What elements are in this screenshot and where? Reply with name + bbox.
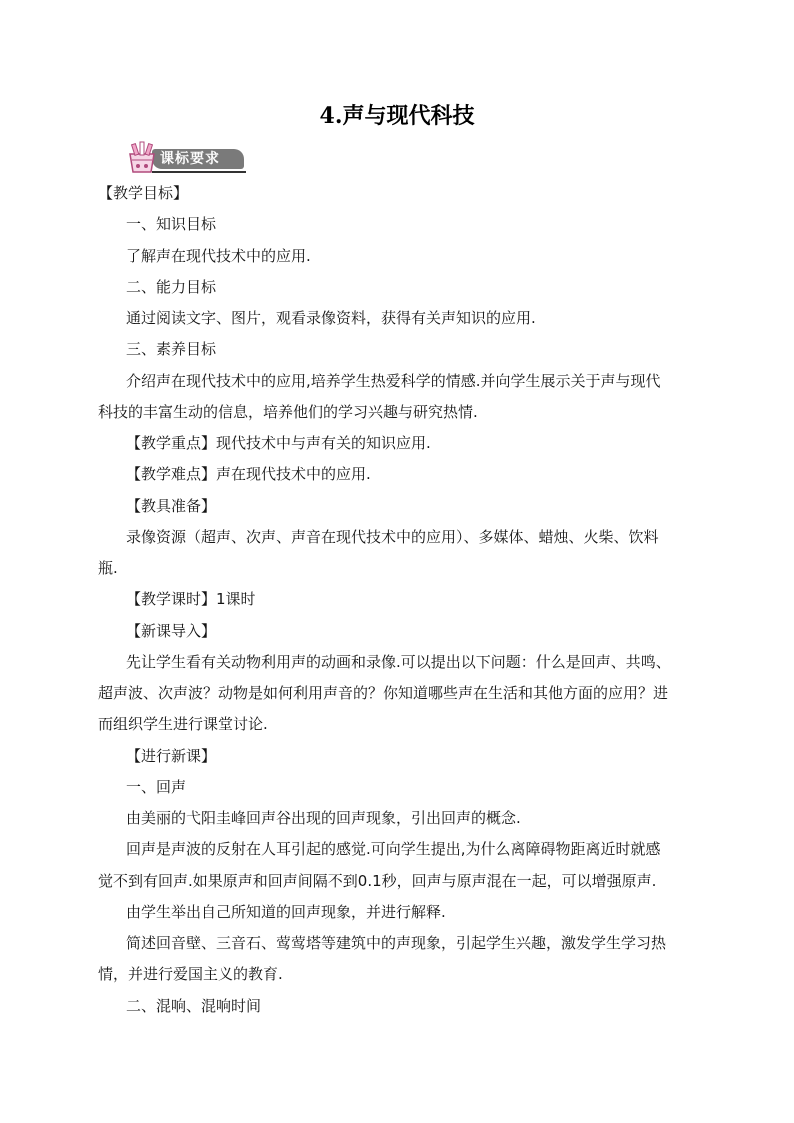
paragraph-line: 通过阅读文字、图片，观看录像资料，获得有关声知识的应用. <box>126 309 536 327</box>
badge-underline <box>152 171 246 173</box>
paragraph-line: 了解声在现代技术中的应用. <box>126 247 311 265</box>
curriculum-badge <box>124 140 246 174</box>
paragraph-line: 介绍声在现代技术中的应用,培养学生热爱科学的情感.并向学生展示关于声与现代 <box>126 372 661 390</box>
section-heading-teaching-goals: 【教学目标】 <box>98 184 189 202</box>
teaching-difficulty: 【教学难点】声在现代技术中的应用. <box>126 465 371 483</box>
teaching-periods: 【教学课时】1课时 <box>126 590 256 608</box>
paragraph-line: 而组织学生进行课堂讨论. <box>98 715 268 733</box>
subheading-echo: 一、回声 <box>126 778 187 796</box>
subheading-knowledge-goal: 一、知识目标 <box>126 215 217 233</box>
paragraph-line: 由学生举出自己所知道的回声现象，并进行解释. <box>126 903 446 921</box>
subheading-reverberation: 二、混响、混响时间 <box>126 997 262 1015</box>
paragraph-line: 超声波、次声波？动物是如何利用声音的？你知道哪些声在生活和其他方面的应用？进 <box>98 684 669 702</box>
subheading-ability-goal: 二、能力目标 <box>126 278 217 296</box>
paragraph-line: 觉不到有回声.如果原声和回声间隔不到0.1秒，回声与原声混在一起，可以增强原声. <box>98 872 657 890</box>
paragraph-line: 回声是声波的反射在人耳引起的感觉.可向学生提出,为什么离障碍物距离近时就感 <box>126 840 661 858</box>
paragraph-line: 简述回音壁、三音石、莺莺塔等建筑中的声现象，引起学生兴趣，激发学生学习热 <box>126 934 667 952</box>
section-heading-teaching-aids: 【教具准备】 <box>126 497 217 515</box>
pencil-cup-icon <box>124 140 160 174</box>
subheading-literacy-goal: 三、素养目标 <box>126 340 217 358</box>
section-heading-new-lesson: 【进行新课】 <box>126 747 217 765</box>
paragraph-line: 情，并进行爱国主义的教育. <box>98 965 283 983</box>
paragraph-line: 科技的丰富生动的信息，培养他们的学习兴趣与研究热情. <box>98 403 478 421</box>
teaching-focus: 【教学重点】现代技术中与声有关的知识应用. <box>126 434 431 452</box>
badge-label: 课标要求 <box>160 151 220 167</box>
section-heading-lesson-intro: 【新课导入】 <box>126 622 217 640</box>
page-title: 4.声与现代科技 <box>319 103 475 129</box>
paragraph-line: 先让学生看有关动物利用声的动画和录像.可以提出以下问题：什么是回声、共鸣、 <box>126 653 671 671</box>
paragraph-line: 录像资源（超声、次声、声音在现代技术中的应用）、多媒体、蜡烛、火柴、饮料 <box>126 528 659 546</box>
paragraph-line: 瓶. <box>98 559 118 577</box>
paragraph-line: 由美丽的弋阳圭峰回声谷出现的回声现象，引出回声的概念. <box>126 809 521 827</box>
